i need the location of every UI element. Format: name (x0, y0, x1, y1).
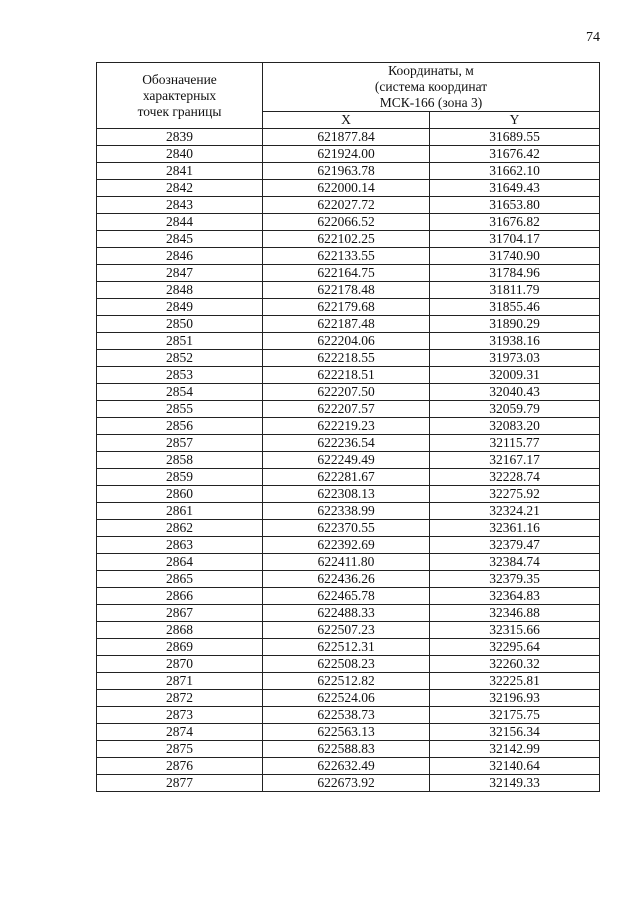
table-row (97, 384, 600, 401)
point-id-cell: 2873 (97, 707, 263, 724)
table-row (97, 554, 600, 571)
y-coordinate-cell: 32140.64 (430, 758, 600, 775)
table-row (97, 622, 600, 639)
y-coordinate-cell: 32346.88 (430, 605, 600, 622)
y-coordinate-cell: 32260.32 (430, 656, 600, 673)
point-id-cell: 2846 (97, 248, 263, 265)
y-coordinate-cell: 31662.10 (430, 163, 600, 180)
coord-header-line: (система координат (374, 79, 488, 94)
table-row (97, 129, 600, 146)
point-id-cell: 2876 (97, 758, 263, 775)
x-coordinate-cell: 622338.99 (263, 503, 430, 520)
x-coordinate-cell: 622507.23 (263, 622, 430, 639)
point-id-cell: 2856 (97, 418, 263, 435)
x-coordinate-cell: 622164.75 (263, 265, 430, 282)
table-row (97, 758, 600, 775)
x-coordinate-cell: 622133.55 (263, 248, 430, 265)
y-coordinate-cell: 32175.75 (430, 707, 600, 724)
y-coordinate-cell: 31740.90 (430, 248, 600, 265)
x-coordinate-cell: 622204.06 (263, 333, 430, 350)
x-coordinate-cell: 622308.13 (263, 486, 430, 503)
x-coordinate-cell: 622508.23 (263, 656, 430, 673)
x-coordinate-cell: 622218.55 (263, 350, 430, 367)
table-row (97, 571, 600, 588)
y-coordinate-cell: 31676.42 (430, 146, 600, 163)
point-id-cell: 2842 (97, 180, 263, 197)
table-row (97, 639, 600, 656)
x-coordinate-cell: 622207.50 (263, 384, 430, 401)
point-id-cell: 2865 (97, 571, 263, 588)
x-coordinate-cell: 622219.23 (263, 418, 430, 435)
y-coordinate-cell: 32275.92 (430, 486, 600, 503)
y-coordinate-cell: 32295.64 (430, 639, 600, 656)
coord-header-line: Координаты, м (388, 63, 474, 78)
y-coordinate-cell: 32149.33 (430, 775, 600, 792)
point-header-line: характерных (142, 87, 217, 103)
x-coordinate-cell: 621963.78 (263, 163, 430, 180)
table-row (97, 452, 600, 469)
point-id-cell: 2848 (97, 282, 263, 299)
y-coordinate-cell: 32009.31 (430, 367, 600, 384)
point-id-cell: 2875 (97, 741, 263, 758)
point-id-cell: 2855 (97, 401, 263, 418)
y-coordinate-cell: 32324.21 (430, 503, 600, 520)
point-id-cell: 2854 (97, 384, 263, 401)
point-id-cell: 2863 (97, 537, 263, 554)
table-row (97, 146, 600, 163)
x-coordinate-cell: 622000.14 (263, 180, 430, 197)
x-coordinate-cell: 622411.80 (263, 554, 430, 571)
coord-header-line: МСК-166 (зона 3) (379, 95, 483, 110)
point-id-cell: 2859 (97, 469, 263, 486)
x-coordinate-cell: 622488.33 (263, 605, 430, 622)
y-coordinate-cell: 31784.96 (430, 265, 600, 282)
y-coordinate-cell: 32379.47 (430, 537, 600, 554)
y-coordinate-cell: 32228.74 (430, 469, 600, 486)
table-row (97, 656, 600, 673)
point-id-cell: 2853 (97, 367, 263, 384)
table-row (97, 690, 600, 707)
y-coordinate-cell: 32379.35 (430, 571, 600, 588)
table-row (97, 214, 600, 231)
x-coordinate-cell: 622632.49 (263, 758, 430, 775)
x-coordinate-cell: 622027.72 (263, 197, 430, 214)
table-row (97, 401, 600, 418)
table-row (97, 520, 600, 537)
point-id-cell: 2840 (97, 146, 263, 163)
table-row (97, 775, 600, 792)
point-id-cell: 2869 (97, 639, 263, 656)
point-id-cell: 2851 (97, 333, 263, 350)
point-id-cell: 2850 (97, 316, 263, 333)
point-id-cell: 2866 (97, 588, 263, 605)
y-coordinate-cell: 31855.46 (430, 299, 600, 316)
point-id-cell: 2864 (97, 554, 263, 571)
table-row (97, 486, 600, 503)
y-coordinate-cell: 31890.29 (430, 316, 600, 333)
y-coordinate-cell: 31653.80 (430, 197, 600, 214)
table-row (97, 537, 600, 554)
point-designation-header (97, 63, 263, 129)
y-coordinate-cell: 32156.34 (430, 724, 600, 741)
page-number: 74 (586, 30, 600, 45)
y-coordinate-cell: 32115.77 (430, 435, 600, 452)
x-coordinate-cell: 622538.73 (263, 707, 430, 724)
x-coordinate-cell: 622512.82 (263, 673, 430, 690)
table-header-row (97, 63, 600, 112)
x-coordinate-cell: 622178.48 (263, 282, 430, 299)
point-id-cell: 2858 (97, 452, 263, 469)
table-row (97, 741, 600, 758)
x-column-header: X (263, 112, 430, 129)
x-coordinate-cell: 622436.26 (263, 571, 430, 588)
x-coordinate-cell: 622281.67 (263, 469, 430, 486)
y-coordinate-cell: 31973.03 (430, 350, 600, 367)
x-coordinate-cell: 621924.00 (263, 146, 430, 163)
point-id-cell: 2841 (97, 163, 263, 180)
point-id-cell: 2860 (97, 486, 263, 503)
point-id-cell: 2852 (97, 350, 263, 367)
x-coordinate-cell: 622524.06 (263, 690, 430, 707)
x-coordinate-cell: 622236.54 (263, 435, 430, 452)
y-coordinate-cell: 32083.20 (430, 418, 600, 435)
x-coordinate-cell: 621877.84 (263, 129, 430, 146)
table-row (97, 469, 600, 486)
table-row (97, 197, 600, 214)
coordinates-table (96, 62, 600, 792)
y-coordinate-cell: 32225.81 (430, 673, 600, 690)
point-id-cell: 2868 (97, 622, 263, 639)
x-coordinate-cell: 622370.55 (263, 520, 430, 537)
y-coordinate-cell: 32315.66 (430, 622, 600, 639)
x-coordinate-cell: 622673.92 (263, 775, 430, 792)
y-coordinate-cell: 32364.83 (430, 588, 600, 605)
x-coordinate-cell: 622392.69 (263, 537, 430, 554)
point-header-line: Обозначение (142, 71, 217, 87)
point-id-cell: 2847 (97, 265, 263, 282)
point-header-line: точек границы (137, 103, 222, 119)
y-coordinate-cell: 31689.55 (430, 129, 600, 146)
y-column-header: Y (430, 112, 600, 129)
point-id-cell: 2872 (97, 690, 263, 707)
y-coordinate-cell: 31811.79 (430, 282, 600, 299)
point-id-cell: 2839 (97, 129, 263, 146)
x-coordinate-cell: 622218.51 (263, 367, 430, 384)
x-coordinate-cell: 622512.31 (263, 639, 430, 656)
table-row (97, 231, 600, 248)
table-body (97, 129, 600, 792)
table-row (97, 588, 600, 605)
y-coordinate-cell: 31676.82 (430, 214, 600, 231)
table-row (97, 707, 600, 724)
x-coordinate-cell: 622207.57 (263, 401, 430, 418)
point-id-cell: 2849 (97, 299, 263, 316)
y-coordinate-cell: 32142.99 (430, 741, 600, 758)
table-row (97, 299, 600, 316)
y-coordinate-cell: 32361.16 (430, 520, 600, 537)
point-id-cell: 2874 (97, 724, 263, 741)
y-coordinate-cell: 31704.17 (430, 231, 600, 248)
point-id-cell: 2861 (97, 503, 263, 520)
point-id-cell: 2845 (97, 231, 263, 248)
x-coordinate-cell: 622187.48 (263, 316, 430, 333)
table-row (97, 316, 600, 333)
table-row (97, 350, 600, 367)
point-id-cell: 2877 (97, 775, 263, 792)
point-id-cell: 2870 (97, 656, 263, 673)
table-row (97, 605, 600, 622)
table-row (97, 418, 600, 435)
table-row (97, 265, 600, 282)
y-coordinate-cell: 32384.74 (430, 554, 600, 571)
y-coordinate-cell: 32040.43 (430, 384, 600, 401)
table-row (97, 163, 600, 180)
x-coordinate-cell: 622249.49 (263, 452, 430, 469)
table-row (97, 282, 600, 299)
point-id-cell: 2862 (97, 520, 263, 537)
x-coordinate-cell: 622465.78 (263, 588, 430, 605)
table-row (97, 673, 600, 690)
y-coordinate-cell: 31649.43 (430, 180, 600, 197)
y-coordinate-cell: 32059.79 (430, 401, 600, 418)
point-id-cell: 2843 (97, 197, 263, 214)
table-row (97, 724, 600, 741)
point-id-cell: 2844 (97, 214, 263, 231)
table-row (97, 333, 600, 350)
table-row (97, 248, 600, 265)
x-coordinate-cell: 622588.83 (263, 741, 430, 758)
point-id-cell: 2857 (97, 435, 263, 452)
y-coordinate-cell: 32196.93 (430, 690, 600, 707)
y-coordinate-cell: 32167.17 (430, 452, 600, 469)
table-row (97, 180, 600, 197)
x-coordinate-cell: 622179.68 (263, 299, 430, 316)
table-row (97, 367, 600, 384)
point-id-cell: 2867 (97, 605, 263, 622)
x-coordinate-cell: 622563.13 (263, 724, 430, 741)
y-coordinate-cell: 31938.16 (430, 333, 600, 350)
table-row (97, 435, 600, 452)
x-coordinate-cell: 622102.25 (263, 231, 430, 248)
table-row (97, 503, 600, 520)
point-id-cell: 2871 (97, 673, 263, 690)
x-coordinate-cell: 622066.52 (263, 214, 430, 231)
coordinates-header (263, 63, 600, 112)
